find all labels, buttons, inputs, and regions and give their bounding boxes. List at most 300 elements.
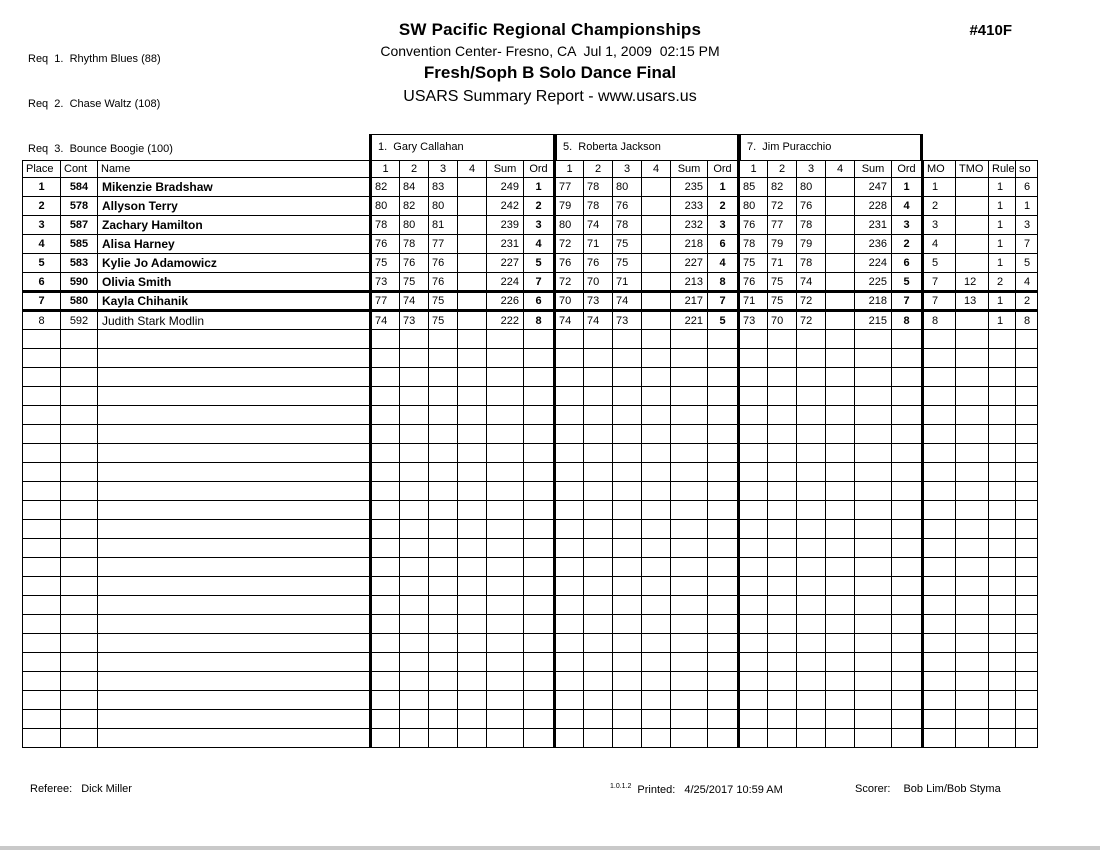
- empty-cell: [429, 406, 458, 425]
- empty-cell: [524, 539, 555, 558]
- empty-cell: [613, 406, 642, 425]
- empty-cell: [487, 691, 524, 710]
- cell-majority-ordinal: 1: [923, 178, 956, 197]
- empty-cell: [768, 577, 797, 596]
- empty-cell: [555, 444, 584, 463]
- cell-so: 7: [1016, 235, 1038, 254]
- empty-cell: [584, 425, 613, 444]
- empty-cell: [23, 330, 61, 349]
- cell-score: [642, 273, 671, 292]
- empty-cell: [98, 691, 371, 710]
- column-header: 2: [768, 161, 797, 178]
- cell-sum: 224: [855, 254, 892, 273]
- empty-cell: [642, 558, 671, 577]
- empty-cell: [826, 330, 855, 349]
- empty-cell: [23, 672, 61, 691]
- cell-score: 71: [768, 254, 797, 273]
- empty-cell: [768, 444, 797, 463]
- empty-cell: [956, 406, 989, 425]
- cell-contestant-number: 584: [61, 178, 98, 197]
- empty-cell: [797, 444, 826, 463]
- empty-cell: [642, 729, 671, 748]
- empty-cell: [98, 444, 371, 463]
- empty-cell: [855, 520, 892, 539]
- empty-cell: [892, 501, 923, 520]
- empty-cell: [524, 501, 555, 520]
- cell-score: 70: [555, 292, 584, 311]
- cell-skater-name: Olivia Smith: [98, 273, 371, 292]
- empty-cell: [671, 729, 708, 748]
- requirement-line-2: Req 2. Chase Waltz (108): [28, 98, 161, 110]
- empty-cell: [989, 558, 1016, 577]
- empty-cell: [989, 463, 1016, 482]
- cell-sum: 249: [487, 178, 524, 197]
- empty-cell: [739, 672, 768, 691]
- cell-score: 80: [400, 216, 429, 235]
- empty-cell: [584, 729, 613, 748]
- empty-cell: [487, 463, 524, 482]
- cell-score: [826, 197, 855, 216]
- empty-cell: [487, 634, 524, 653]
- cell-tmo: [956, 197, 989, 216]
- cell-majority-ordinal: 7: [923, 292, 956, 311]
- empty-cell: [61, 425, 98, 444]
- empty-cell: [458, 691, 487, 710]
- empty-cell: [855, 729, 892, 748]
- cell-score: 74: [584, 216, 613, 235]
- cell-score: 76: [429, 254, 458, 273]
- empty-cell: [989, 634, 1016, 653]
- empty-cell: [642, 463, 671, 482]
- empty-cell: [855, 672, 892, 691]
- cell-sum: 228: [855, 197, 892, 216]
- cell-place: 2: [23, 197, 61, 216]
- cell-sum: 242: [487, 197, 524, 216]
- empty-cell: [458, 539, 487, 558]
- empty-cell: [61, 558, 98, 577]
- empty-row: [23, 710, 1038, 729]
- empty-cell: [371, 729, 400, 748]
- empty-cell: [797, 710, 826, 729]
- empty-row: [23, 539, 1038, 558]
- empty-cell: [708, 501, 739, 520]
- results-table-area: [22, 134, 1038, 748]
- empty-cell: [892, 387, 923, 406]
- empty-row: [23, 387, 1038, 406]
- empty-cell: [708, 615, 739, 634]
- empty-cell: [923, 539, 956, 558]
- empty-cell: [923, 330, 956, 349]
- empty-cell: [400, 349, 429, 368]
- cell-ordinal: 2: [708, 197, 739, 216]
- empty-cell: [61, 444, 98, 463]
- cell-score: 76: [739, 216, 768, 235]
- empty-cell: [371, 558, 400, 577]
- empty-cell: [98, 349, 371, 368]
- empty-cell: [61, 501, 98, 520]
- empty-cell: [768, 729, 797, 748]
- cell-score: 80: [797, 178, 826, 197]
- empty-cell: [956, 501, 989, 520]
- cell-score: 79: [555, 197, 584, 216]
- empty-cell: [826, 520, 855, 539]
- empty-cell: [555, 615, 584, 634]
- cell-score: 78: [400, 235, 429, 254]
- empty-cell: [371, 425, 400, 444]
- empty-cell: [429, 349, 458, 368]
- empty-cell: [892, 444, 923, 463]
- empty-cell: [1016, 672, 1038, 691]
- empty-cell: [923, 406, 956, 425]
- empty-cell: [613, 330, 642, 349]
- cell-so: 3: [1016, 216, 1038, 235]
- empty-cell: [400, 330, 429, 349]
- empty-cell: [524, 349, 555, 368]
- empty-cell: [923, 710, 956, 729]
- cell-ordinal: 7: [524, 273, 555, 292]
- cell-so: 1: [1016, 197, 1038, 216]
- empty-cell: [371, 672, 400, 691]
- empty-cell: [892, 653, 923, 672]
- cell-majority-ordinal: 5: [923, 254, 956, 273]
- cell-contestant-number: 578: [61, 197, 98, 216]
- empty-cell: [768, 539, 797, 558]
- empty-cell: [23, 596, 61, 615]
- cell-ordinal: 3: [524, 216, 555, 235]
- cell-skater-name: Kylie Jo Adamowicz: [98, 254, 371, 273]
- empty-cell: [956, 330, 989, 349]
- empty-cell: [671, 406, 708, 425]
- empty-cell: [768, 634, 797, 653]
- empty-cell: [671, 710, 708, 729]
- empty-cell: [739, 406, 768, 425]
- judge-3-name: 7. Jim Puracchio: [738, 134, 923, 160]
- empty-cell: [768, 672, 797, 691]
- empty-cell: [956, 539, 989, 558]
- cell-majority-ordinal: 2: [923, 197, 956, 216]
- empty-cell: [61, 368, 98, 387]
- cell-ordinal: 7: [708, 292, 739, 311]
- empty-cell: [98, 482, 371, 501]
- empty-cell: [708, 349, 739, 368]
- empty-cell: [826, 596, 855, 615]
- empty-cell: [98, 406, 371, 425]
- empty-cell: [768, 653, 797, 672]
- empty-cell: [458, 406, 487, 425]
- empty-cell: [400, 634, 429, 653]
- empty-cell: [855, 501, 892, 520]
- empty-cell: [371, 577, 400, 596]
- empty-cell: [671, 520, 708, 539]
- empty-cell: [613, 615, 642, 634]
- cell-sum: 224: [487, 273, 524, 292]
- empty-cell: [429, 501, 458, 520]
- empty-cell: [826, 615, 855, 634]
- empty-cell: [400, 691, 429, 710]
- empty-cell: [1016, 539, 1038, 558]
- empty-cell: [555, 520, 584, 539]
- cell-score: 76: [613, 197, 642, 216]
- empty-cell: [956, 710, 989, 729]
- empty-cell: [613, 577, 642, 596]
- empty-cell: [613, 463, 642, 482]
- cell-place: 5: [23, 254, 61, 273]
- empty-cell: [23, 368, 61, 387]
- empty-cell: [61, 406, 98, 425]
- empty-cell: [855, 710, 892, 729]
- page-bottom-edge: [0, 846, 1100, 850]
- empty-cell: [989, 368, 1016, 387]
- empty-cell: [1016, 425, 1038, 444]
- scorer-line: [855, 783, 1001, 795]
- empty-cell: [1016, 406, 1038, 425]
- empty-cell: [923, 463, 956, 482]
- cell-sum: 213: [671, 273, 708, 292]
- empty-cell: [98, 558, 371, 577]
- empty-cell: [371, 691, 400, 710]
- empty-cell: [768, 691, 797, 710]
- empty-cell: [98, 596, 371, 615]
- cell-score: [458, 273, 487, 292]
- empty-cell: [855, 691, 892, 710]
- empty-cell: [429, 444, 458, 463]
- empty-cell: [61, 349, 98, 368]
- column-header: 3: [613, 161, 642, 178]
- empty-cell: [458, 368, 487, 387]
- empty-cell: [739, 634, 768, 653]
- empty-cell: [429, 729, 458, 748]
- venue-date-line: Convention Center- Fresno, CA Jul 1, 2009 02:15 PM: [380, 43, 720, 59]
- empty-cell: [584, 615, 613, 634]
- report-footer: [22, 783, 1038, 799]
- empty-cell: [458, 425, 487, 444]
- cell-score: 76: [555, 254, 584, 273]
- empty-cell: [458, 444, 487, 463]
- cell-sum: 233: [671, 197, 708, 216]
- empty-cell: [1016, 729, 1038, 748]
- empty-cell: [61, 634, 98, 653]
- cell-score: 81: [429, 216, 458, 235]
- empty-cell: [642, 368, 671, 387]
- empty-cell: [371, 349, 400, 368]
- empty-cell: [98, 577, 371, 596]
- empty-cell: [23, 501, 61, 520]
- empty-cell: [739, 463, 768, 482]
- cell-rule: 1: [989, 311, 1016, 330]
- empty-cell: [584, 558, 613, 577]
- empty-cell: [1016, 691, 1038, 710]
- empty-row: [23, 368, 1038, 387]
- empty-cell: [708, 444, 739, 463]
- empty-cell: [371, 596, 400, 615]
- empty-cell: [400, 653, 429, 672]
- empty-cell: [739, 520, 768, 539]
- empty-cell: [989, 406, 1016, 425]
- empty-cell: [892, 463, 923, 482]
- cell-sum: 218: [671, 235, 708, 254]
- cell-score: [642, 292, 671, 311]
- empty-cell: [708, 577, 739, 596]
- empty-cell: [708, 482, 739, 501]
- cell-score: 72: [555, 273, 584, 292]
- empty-cell: [708, 634, 739, 653]
- column-header: Ord: [524, 161, 555, 178]
- cell-rule: 1: [989, 216, 1016, 235]
- cell-majority-ordinal: 7: [923, 273, 956, 292]
- cell-ordinal: 8: [892, 311, 923, 330]
- cell-score: 74: [797, 273, 826, 292]
- column-header: MO: [923, 161, 956, 178]
- cell-sum: 232: [671, 216, 708, 235]
- empty-cell: [458, 349, 487, 368]
- cell-score: 75: [371, 254, 400, 273]
- empty-row: [23, 691, 1038, 710]
- cell-sum: 247: [855, 178, 892, 197]
- cell-contestant-number: 585: [61, 235, 98, 254]
- empty-cell: [855, 330, 892, 349]
- empty-cell: [458, 558, 487, 577]
- empty-cell: [989, 425, 1016, 444]
- cell-place: 6: [23, 273, 61, 292]
- cell-contestant-number: 590: [61, 273, 98, 292]
- result-row: [23, 235, 1038, 254]
- empty-cell: [400, 596, 429, 615]
- empty-cell: [61, 710, 98, 729]
- empty-cell: [613, 368, 642, 387]
- empty-cell: [23, 558, 61, 577]
- cell-score: 77: [555, 178, 584, 197]
- cell-skater-name: Kayla Chihanik: [98, 292, 371, 311]
- empty-cell: [989, 482, 1016, 501]
- empty-cell: [797, 615, 826, 634]
- empty-cell: [989, 520, 1016, 539]
- empty-cell: [98, 520, 371, 539]
- empty-cell: [642, 349, 671, 368]
- cell-score: 83: [429, 178, 458, 197]
- cell-score: 71: [613, 273, 642, 292]
- empty-cell: [584, 577, 613, 596]
- cell-ordinal: 5: [524, 254, 555, 273]
- cell-score: 72: [797, 311, 826, 330]
- empty-cell: [98, 463, 371, 482]
- cell-ordinal: 1: [892, 178, 923, 197]
- cell-place: 1: [23, 178, 61, 197]
- empty-cell: [400, 425, 429, 444]
- empty-cell: [892, 330, 923, 349]
- empty-cell: [768, 387, 797, 406]
- empty-cell: [613, 539, 642, 558]
- empty-cell: [555, 634, 584, 653]
- empty-cell: [429, 520, 458, 539]
- empty-cell: [524, 729, 555, 748]
- empty-cell: [671, 482, 708, 501]
- empty-cell: [23, 520, 61, 539]
- requirement-line-3: Req 3. Bounce Boogie (100): [28, 143, 173, 155]
- empty-cell: [826, 653, 855, 672]
- cell-score: 84: [400, 178, 429, 197]
- empty-cell: [989, 710, 1016, 729]
- results-table: [22, 160, 1038, 748]
- empty-cell: [584, 368, 613, 387]
- empty-cell: [371, 710, 400, 729]
- empty-row: [23, 482, 1038, 501]
- empty-cell: [613, 653, 642, 672]
- empty-cell: [892, 558, 923, 577]
- empty-cell: [613, 482, 642, 501]
- empty-row: [23, 615, 1038, 634]
- empty-cell: [923, 368, 956, 387]
- empty-cell: [458, 520, 487, 539]
- cell-score: 80: [613, 178, 642, 197]
- cell-so: 6: [1016, 178, 1038, 197]
- empty-cell: [797, 330, 826, 349]
- empty-cell: [797, 406, 826, 425]
- empty-cell: [739, 691, 768, 710]
- column-header: TMO: [956, 161, 989, 178]
- empty-cell: [708, 406, 739, 425]
- empty-cell: [371, 653, 400, 672]
- empty-cell: [768, 596, 797, 615]
- cell-score: 71: [739, 292, 768, 311]
- empty-cell: [458, 482, 487, 501]
- cell-score: 78: [613, 216, 642, 235]
- empty-cell: [23, 710, 61, 729]
- empty-cell: [671, 444, 708, 463]
- empty-cell: [739, 387, 768, 406]
- empty-cell: [1016, 558, 1038, 577]
- empty-cell: [956, 691, 989, 710]
- empty-cell: [1016, 520, 1038, 539]
- cell-score: 77: [768, 216, 797, 235]
- cell-sum: 222: [487, 311, 524, 330]
- cell-ordinal: 8: [524, 311, 555, 330]
- cell-score: [642, 178, 671, 197]
- empty-cell: [400, 539, 429, 558]
- cell-score: 74: [371, 311, 400, 330]
- empty-cell: [923, 444, 956, 463]
- cell-score: 76: [584, 254, 613, 273]
- empty-cell: [768, 482, 797, 501]
- empty-cell: [487, 710, 524, 729]
- cell-score: 80: [739, 197, 768, 216]
- empty-cell: [429, 387, 458, 406]
- empty-cell: [487, 425, 524, 444]
- empty-cell: [768, 463, 797, 482]
- empty-cell: [400, 368, 429, 387]
- empty-cell: [826, 634, 855, 653]
- empty-cell: [739, 558, 768, 577]
- empty-cell: [768, 425, 797, 444]
- empty-cell: [429, 710, 458, 729]
- empty-cell: [429, 653, 458, 672]
- empty-cell: [892, 615, 923, 634]
- empty-cell: [855, 463, 892, 482]
- empty-cell: [371, 520, 400, 539]
- empty-cell: [989, 672, 1016, 691]
- empty-cell: [797, 691, 826, 710]
- cell-so: 8: [1016, 311, 1038, 330]
- result-row: [23, 273, 1038, 292]
- cell-sum: 236: [855, 235, 892, 254]
- empty-cell: [524, 368, 555, 387]
- cell-ordinal: 4: [524, 235, 555, 254]
- cell-score: 82: [400, 197, 429, 216]
- cell-score: [642, 197, 671, 216]
- empty-cell: [524, 444, 555, 463]
- column-header: Ord: [708, 161, 739, 178]
- empty-cell: [98, 501, 371, 520]
- cell-score: 76: [739, 273, 768, 292]
